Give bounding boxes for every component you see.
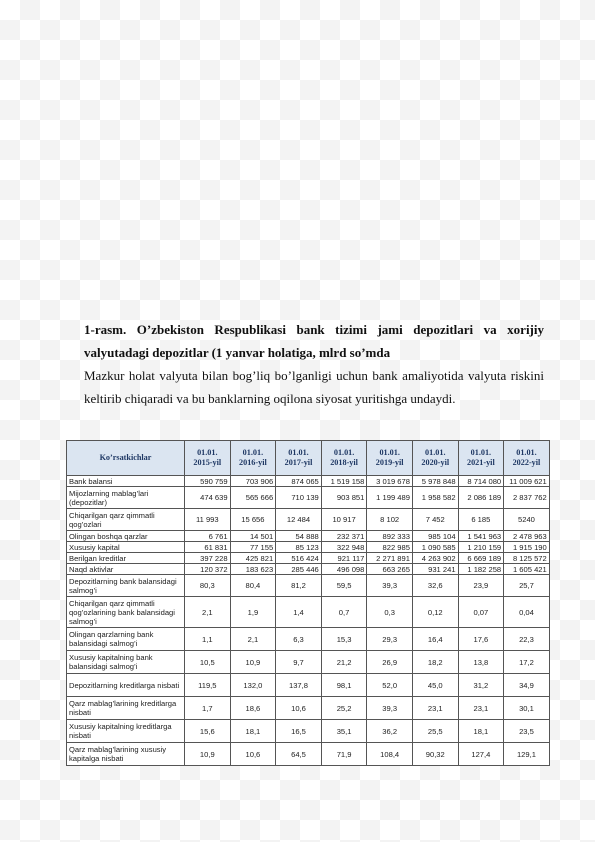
row-label: Depozitlarning kreditlarga nisbati — [67, 674, 185, 697]
table-cell: 85 123 — [276, 542, 322, 553]
header-year — [185, 441, 231, 476]
table-cell: 15,3 — [321, 628, 367, 651]
table-row — [67, 531, 550, 542]
table-cell: 9,7 — [276, 651, 322, 674]
table-cell: 108,4 — [367, 743, 413, 766]
table-cell: 23,5 — [504, 720, 550, 743]
header-date: 01.01. — [242, 448, 264, 457]
table-cell: 17,2 — [504, 651, 550, 674]
header-date: 01.01. — [516, 448, 537, 457]
table-cell: 3 019 678 — [367, 476, 413, 487]
table-row — [67, 564, 550, 575]
table-cell: 6 669 189 — [458, 553, 504, 564]
table-cell: 32,6 — [412, 575, 458, 597]
table-cell: 119,5 — [185, 674, 231, 697]
table-cell: 18,1 — [230, 720, 276, 743]
table-cell: 1 182 258 — [458, 564, 504, 575]
table-cell: 15,6 — [185, 720, 231, 743]
table-cell: 516 424 — [276, 553, 322, 564]
table-cell: 183 623 — [230, 564, 276, 575]
table-cell: 35,1 — [321, 720, 367, 743]
table-cell: 137,8 — [276, 674, 322, 697]
table-cell: 565 666 — [230, 487, 276, 509]
table-cell: 127,4 — [458, 743, 504, 766]
header-year-label: 2016-yil — [239, 458, 267, 467]
table-cell: 4 263 902 — [412, 553, 458, 564]
table-cell: 81,2 — [276, 575, 322, 597]
header-date: 01.01. — [197, 448, 218, 457]
table-cell: 11 993 — [185, 509, 231, 531]
table-cell: 1,4 — [276, 597, 322, 628]
header-year-label: 2017-yil — [284, 458, 313, 467]
table-cell: 2 837 762 — [504, 487, 550, 509]
table-cell: 17,6 — [458, 628, 504, 651]
table-row — [67, 509, 550, 531]
table-cell: 1 605 421 — [504, 564, 550, 575]
table-cell: 474 639 — [185, 487, 231, 509]
header-date: 01.01. — [288, 448, 309, 457]
table-cell: 18,1 — [458, 720, 504, 743]
table-cell: 425 821 — [230, 553, 276, 564]
table-cell: 590 759 — [185, 476, 231, 487]
table-cell: 64,5 — [276, 743, 322, 766]
table-cell: 232 371 — [321, 531, 367, 542]
table-cell: 1 541 963 — [458, 531, 504, 542]
table-cell: 0,04 — [504, 597, 550, 628]
table-cell: 90,32 — [412, 743, 458, 766]
table-cell: 25,5 — [412, 720, 458, 743]
header-year-label: 2019-yil — [375, 458, 404, 467]
table-cell: 0,3 — [367, 597, 413, 628]
table-cell: 5240 — [504, 509, 550, 531]
figure-caption — [84, 318, 544, 410]
table-cell: 1 210 159 — [458, 542, 504, 553]
table-cell: 322 948 — [321, 542, 367, 553]
row-label: Depozitlarning bank balansidagi salmog’i — [67, 575, 185, 597]
table-row — [67, 720, 550, 743]
row-label: Bank balansi — [67, 476, 185, 487]
table-cell: 59,5 — [321, 575, 367, 597]
table-cell: 61 831 — [185, 542, 231, 553]
table-cell: 34,9 — [504, 674, 550, 697]
table-cell: 703 906 — [230, 476, 276, 487]
table-cell: 13,8 — [458, 651, 504, 674]
table-cell: 10,6 — [276, 697, 322, 720]
table-cell: 12 484 — [276, 509, 322, 531]
indicators-table-wrap — [66, 440, 549, 766]
row-label: Chiqarilgan qarz qimmatli qog’ozlari — [67, 509, 185, 531]
table-row — [67, 674, 550, 697]
table-cell: 1 199 489 — [367, 487, 413, 509]
table-cell: 1 090 585 — [412, 542, 458, 553]
header-year-label: 2015-yil — [193, 458, 222, 467]
table-cell: 71,9 — [321, 743, 367, 766]
table-cell: 921 117 — [321, 553, 367, 564]
table-cell: 5 978 848 — [412, 476, 458, 487]
table-cell: 6 761 — [185, 531, 231, 542]
header-year — [412, 441, 458, 476]
table-cell: 285 446 — [276, 564, 322, 575]
header-date: 01.01. — [333, 448, 355, 457]
row-label: Olingan qarzlarning bank balansidagi salmog’i — [67, 628, 185, 651]
table-cell: 2 086 189 — [458, 487, 504, 509]
table-cell: 25,2 — [321, 697, 367, 720]
table-cell: 10,6 — [230, 743, 276, 766]
header-date: 01.01. — [379, 448, 400, 457]
table-cell: 985 104 — [412, 531, 458, 542]
table-cell: 39,3 — [367, 697, 413, 720]
table-cell: 397 228 — [185, 553, 231, 564]
table-row — [67, 487, 550, 509]
table-cell: 6,3 — [276, 628, 322, 651]
table-cell: 31,2 — [458, 674, 504, 697]
table-cell: 21,2 — [321, 651, 367, 674]
table-cell: 29,3 — [367, 628, 413, 651]
table-cell: 132,0 — [230, 674, 276, 697]
row-label: Olingan boshqa qarzlar — [67, 531, 185, 542]
table-cell: 54 888 — [276, 531, 322, 542]
table-row — [67, 597, 550, 628]
table-cell: 1,7 — [185, 697, 231, 720]
table-cell: 1 958 582 — [412, 487, 458, 509]
row-label: Chiqarilgan qarz qimmatli qog’ozlarining bank balansidagi salmog’i — [67, 597, 185, 628]
row-label: Xususiy kapitalning kreditlarga nisbati — [67, 720, 185, 743]
table-cell: 30,1 — [504, 697, 550, 720]
row-label: Xususiy kapitalning bank balansidagi salmog’i — [67, 651, 185, 674]
table-cell: 18,2 — [412, 651, 458, 674]
table-row — [67, 476, 550, 487]
row-label: Berilgan kreditlar — [67, 553, 185, 564]
table-cell: 36,2 — [367, 720, 413, 743]
table-cell: 931 241 — [412, 564, 458, 575]
table-cell: 10,9 — [185, 743, 231, 766]
table-cell: 2 271 891 — [367, 553, 413, 564]
table-cell: 22,3 — [504, 628, 550, 651]
table-cell: 16,5 — [276, 720, 322, 743]
table-row — [67, 575, 550, 597]
header-year — [458, 441, 504, 476]
header-year-label: 2021-yil — [466, 458, 495, 467]
table-cell: 0,12 — [412, 597, 458, 628]
table-cell: 23,1 — [458, 697, 504, 720]
table-cell: 822 985 — [367, 542, 413, 553]
table-cell: 80,4 — [230, 575, 276, 597]
table-cell: 52,0 — [367, 674, 413, 697]
header-date: 01.01. — [470, 448, 492, 457]
table-cell: 903 851 — [321, 487, 367, 509]
header-year — [367, 441, 413, 476]
table-cell: 26,9 — [367, 651, 413, 674]
table-body — [67, 476, 550, 766]
table-cell: 39,3 — [367, 575, 413, 597]
body-paragraph: Mazkur holat valyuta bilan bog’liq bo’lganligi uchun bank amaliyotida valyuta riskini keltirib chiqaradi va bu banklarning oqilona siyosat yuritishga undaydi. — [84, 368, 544, 406]
table-cell: 25,7 — [504, 575, 550, 597]
table-row — [67, 743, 550, 766]
row-label: Mijozlarning mablag’lari (depozitlar) — [67, 487, 185, 509]
header-year-label: 2022-yil — [512, 458, 541, 467]
table-cell: 7 452 — [412, 509, 458, 531]
table-cell: 45,0 — [412, 674, 458, 697]
table-cell: 710 139 — [276, 487, 322, 509]
table-cell: 16,4 — [412, 628, 458, 651]
table-cell: 18,6 — [230, 697, 276, 720]
header-year-label: 2020-yil — [421, 458, 450, 467]
table-cell: 8 102 — [367, 509, 413, 531]
table-cell: 892 333 — [367, 531, 413, 542]
table-cell: 15 656 — [230, 509, 276, 531]
indicators-table — [66, 440, 550, 766]
table-cell: 2,1 — [230, 628, 276, 651]
header-year — [276, 441, 322, 476]
table-row — [67, 553, 550, 564]
table-cell: 874 065 — [276, 476, 322, 487]
figure-title: 1-rasm. O’zbekiston Respublikasi bank tizimi jami depozitlari va xorijiy valyutadagi depozitlar (1 yanvar holatiga, mlrd so’mda — [84, 322, 544, 360]
table-row — [67, 651, 550, 674]
table-cell: 0,7 — [321, 597, 367, 628]
table-header-row — [67, 441, 550, 476]
header-year — [321, 441, 367, 476]
table-cell: 2,1 — [185, 597, 231, 628]
row-label: Qarz mablag’larining xususiy kapitalga nisbati — [67, 743, 185, 766]
table-cell: 98,1 — [321, 674, 367, 697]
table-cell: 10,9 — [230, 651, 276, 674]
header-year-label: 2018-yil — [330, 458, 358, 467]
table-cell: 8 125 572 — [504, 553, 550, 564]
row-label: Naqd aktivlar — [67, 564, 185, 575]
table-cell: 10,5 — [185, 651, 231, 674]
table-cell: 6 185 — [458, 509, 504, 531]
table-cell: 2 478 963 — [504, 531, 550, 542]
table-cell: 23,1 — [412, 697, 458, 720]
table-row — [67, 628, 550, 651]
table-cell: 120 372 — [185, 564, 231, 575]
table-cell: 77 155 — [230, 542, 276, 553]
table-row — [67, 542, 550, 553]
table-cell: 1,9 — [230, 597, 276, 628]
table-cell: 80,3 — [185, 575, 231, 597]
table-cell: 8 714 080 — [458, 476, 504, 487]
table-cell: 129,1 — [504, 743, 550, 766]
table-cell: 1,1 — [185, 628, 231, 651]
table-cell: 10 917 — [321, 509, 367, 531]
header-year — [504, 441, 550, 476]
table-row — [67, 697, 550, 720]
table-cell: 11 009 621 — [504, 476, 550, 487]
table-cell: 14 501 — [230, 531, 276, 542]
table-cell: 663 265 — [367, 564, 413, 575]
row-label: Qarz mablag’larining kreditlarga nisbati — [67, 697, 185, 720]
header-indicators: Ko’rsatkichlar — [67, 441, 185, 476]
table-cell: 1 915 190 — [504, 542, 550, 553]
table-cell: 496 098 — [321, 564, 367, 575]
table-cell: 1 519 158 — [321, 476, 367, 487]
header-date: 01.01. — [425, 448, 446, 457]
header-year — [230, 441, 276, 476]
table-cell: 23,9 — [458, 575, 504, 597]
table-cell: 0,07 — [458, 597, 504, 628]
row-label: Xususiy kapital — [67, 542, 185, 553]
